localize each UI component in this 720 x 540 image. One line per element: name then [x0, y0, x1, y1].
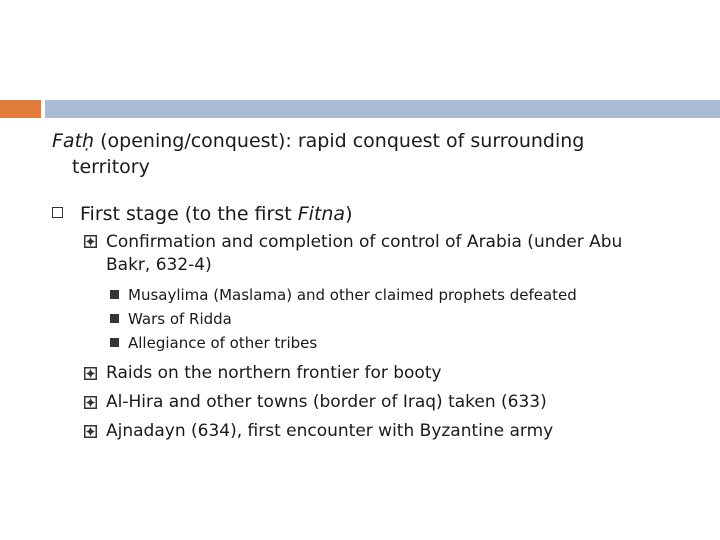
confirmation-text: Confirmation and completion of control of Arabia (under Abu Bakr, 632-4): [106, 232, 623, 275]
ajnadayn-text: Ajnadayn (634), first encounter with Byzantine army: [106, 421, 554, 441]
level3-item: [52, 307, 668, 331]
box-bullet-icon: [52, 207, 63, 218]
level3-list: [52, 283, 668, 355]
slide-content: [52, 128, 668, 446]
bullet-first-stage: [52, 201, 668, 227]
subbullet-ajnadayn: [52, 417, 668, 446]
subbullet-raids: [52, 359, 668, 388]
intro-text: (opening/conquest): rapid conquest of surrounding territory: [72, 130, 585, 178]
subbullet-al-hira: [52, 388, 668, 417]
quad-diamond-bullet-icon: [84, 425, 97, 438]
first-stage-text-before: First stage (to the first: [80, 203, 298, 225]
level3-item-text: Allegiance of other tribes: [128, 334, 318, 352]
intro-line: [52, 128, 668, 180]
quad-diamond-bullet-icon: [84, 367, 97, 380]
square-bullet-icon: [110, 314, 119, 323]
level3-item-text: Musaylima (Maslama) and other claimed prophets defeated: [128, 286, 577, 304]
quad-diamond-bullet-icon: [84, 235, 97, 248]
level3-item: [52, 331, 668, 355]
al-hira-text: Al-Hira and other towns (border of Iraq) taken (633): [106, 392, 547, 412]
quad-diamond-bullet-icon: [84, 396, 97, 409]
subbullet-confirmation: [52, 231, 668, 277]
first-stage-text-after: ): [345, 203, 353, 225]
accent-bar-blue: [45, 100, 720, 118]
level3-item-text: Wars of Ridda: [128, 310, 232, 328]
accent-bar-orange: [0, 100, 41, 118]
raids-text: Raids on the northern frontier for booty: [106, 363, 442, 383]
intro-term: Fatḥ: [52, 130, 95, 152]
first-stage-text-italic: Fitna: [297, 203, 346, 225]
square-bullet-icon: [110, 338, 119, 347]
square-bullet-icon: [110, 290, 119, 299]
level3-item: [52, 283, 668, 307]
